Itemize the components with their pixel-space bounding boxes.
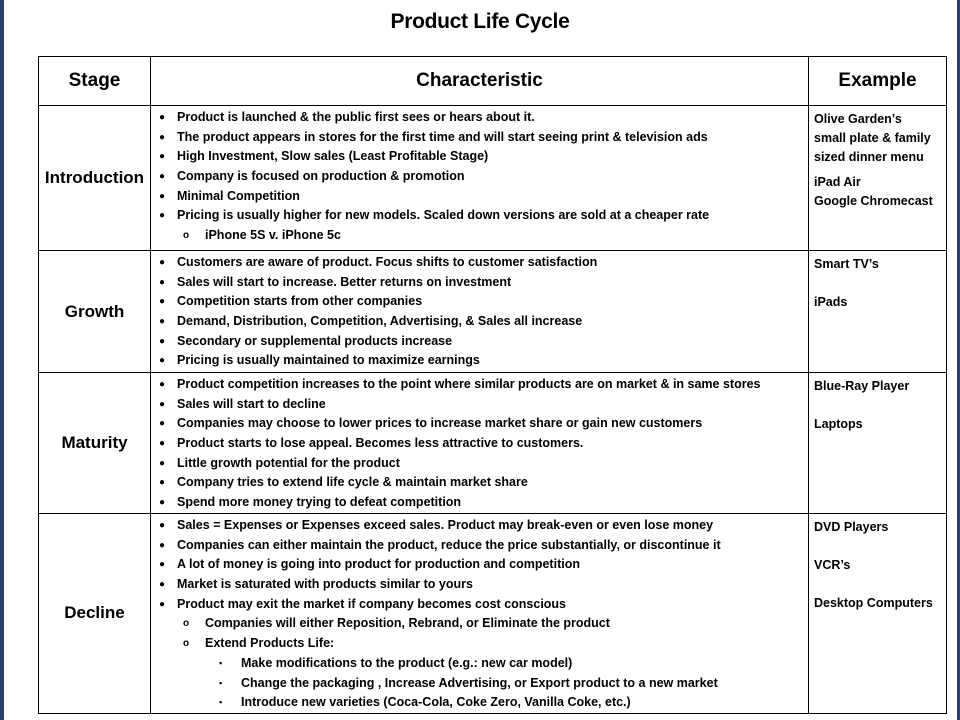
bullet-icon: ● — [159, 355, 166, 367]
row-introduction — [39, 106, 947, 251]
stage-introduction: Introduction — [39, 106, 151, 251]
page-title: Product Life Cycle — [390, 10, 570, 33]
bullet-icon: ● — [159, 276, 166, 288]
example-item: iPad Air — [814, 175, 861, 189]
square-bullet-icon: ▪ — [219, 657, 223, 668]
examples-growth — [809, 251, 947, 373]
list-item: ● Pricing is usually higher for new models. Scaled down versions are sold at a cheaper rate — [155, 206, 804, 226]
bullet-icon: ● — [159, 579, 166, 591]
example-spacer — [814, 396, 941, 415]
bullet-icon: ● — [159, 257, 166, 268]
list-item: ● High Investment, Slow sales (Least Profitable Stage) — [155, 147, 804, 167]
example-spacer — [814, 537, 941, 556]
example-item: Desktop Computers — [814, 596, 933, 610]
list-item: ● Company tries to extend life cycle & maintain market share — [155, 473, 804, 493]
bullet-icon: ● — [159, 131, 166, 143]
list-item: ● Sales will start to decline — [155, 395, 804, 415]
row-growth — [39, 251, 947, 373]
bullet-icon: ● — [159, 497, 166, 509]
list-item: ● Pricing is usually maintained to maximize earnings — [155, 351, 804, 371]
bullet-icon: ● — [159, 598, 166, 610]
characteristics-decline — [151, 514, 809, 714]
bullet-icon: ● — [159, 457, 166, 469]
list-item: ● Secondary or supplemental products increase — [155, 332, 804, 352]
bullet-icon: ● — [159, 520, 166, 531]
example-item: Olive Garden’s — [814, 112, 902, 126]
row-decline — [39, 514, 947, 714]
sub-sub-list-item: ▪ Make modifications to the product (e.g.: new car model) — [155, 654, 804, 674]
example-item: sized dinner menu — [814, 150, 924, 164]
list-item: ● Customers are aware of product. Focus shifts to customer satisfaction — [155, 253, 804, 273]
list-item: ● Product competition increases to the point where similar products are on market & in same stores — [155, 375, 804, 395]
life-cycle-table — [38, 56, 947, 714]
stage-growth: Growth — [39, 251, 151, 373]
bullet-icon: ● — [159, 398, 166, 410]
list-item: ● Minimal Competition — [155, 187, 804, 207]
characteristics-growth — [151, 251, 809, 373]
bullet-icon: ● — [159, 418, 166, 430]
bullet-icon: ● — [159, 112, 166, 123]
bullet-icon: ● — [159, 210, 166, 222]
bullet-icon: ● — [159, 539, 166, 551]
slide-left-border — [0, 0, 4, 720]
bullet-icon: ● — [159, 335, 166, 347]
list-item: ● Product may exit the market if company becomes cost conscious — [155, 595, 804, 615]
list-item: ● Company is focused on production & promotion — [155, 167, 804, 187]
list-item: ● Competition starts from other companies — [155, 292, 804, 312]
sub-sub-list-item: ▪ Introduce new varieties (Coca-Cola, Coke Zero, Vanilla Coke, etc.) — [155, 693, 804, 713]
list-item: ● Companies may choose to lower prices to increase market share or gain new customers — [155, 414, 804, 434]
bullet-icon: ● — [159, 190, 166, 202]
stage-decline: Decline — [39, 514, 151, 714]
list-item: ● Sales = Expenses or Expenses exceed sales. Product may break-even or even lose money — [155, 516, 804, 536]
square-bullet-icon: ▪ — [219, 697, 223, 708]
examples-decline — [809, 514, 947, 714]
list-item: ● Product starts to lose appeal. Becomes less attractive to customers. — [155, 434, 804, 454]
row-maturity — [39, 373, 947, 514]
bullet-icon: ● — [159, 559, 166, 571]
bullet-icon: ● — [159, 171, 166, 183]
sub-list-item: o iPhone 5S v. iPhone 5c — [155, 226, 804, 246]
examples-maturity — [809, 373, 947, 514]
example-item: VCR’s — [814, 558, 851, 572]
example-item: small plate & family — [814, 131, 931, 145]
example-item: DVD Players — [814, 520, 889, 534]
example-item: Laptops — [814, 417, 863, 431]
bullet-icon: ● — [159, 477, 166, 489]
example-item: Smart TV’s — [814, 257, 879, 271]
sub-list-item: o Extend Products Life: — [155, 634, 804, 654]
list-item: ● Little growth potential for the product — [155, 454, 804, 474]
bullet-icon: ● — [159, 151, 166, 163]
bullet-icon: ● — [159, 296, 166, 308]
characteristics-introduction — [151, 106, 809, 251]
example-spacer — [814, 575, 941, 594]
sub-sub-list-item: ▪ Change the packaging , Increase Advertising, or Export product to a new market — [155, 674, 804, 694]
list-item: ● A lot of money is going into product for production and competition — [155, 555, 804, 575]
stage-maturity: Maturity — [39, 373, 151, 514]
header-example: Example — [809, 57, 947, 106]
list-item: ● Sales will start to increase. Better returns on investment — [155, 273, 804, 293]
list-item: ● Market is saturated with products similar to yours — [155, 575, 804, 595]
bullet-icon: ● — [159, 316, 166, 328]
examples-introduction — [809, 106, 947, 251]
circle-bullet-icon: o — [183, 638, 190, 650]
example-item: Google Chromecast — [814, 194, 933, 208]
sub-list-item: o Companies will either Reposition, Rebrand, or Eliminate the product — [155, 614, 804, 634]
header-row — [39, 57, 947, 106]
list-item: ● Demand, Distribution, Competition, Advertising, & Sales all increase — [155, 312, 804, 332]
example-item: iPads — [814, 295, 848, 309]
bullet-icon: ● — [159, 438, 166, 450]
header-characteristic: Characteristic — [151, 57, 809, 106]
example-item: Blue-Ray Player — [814, 379, 910, 393]
circle-bullet-icon: o — [183, 618, 190, 630]
list-item: ● Product is launched & the public first sees or hears about it. — [155, 108, 804, 128]
circle-bullet-icon: o — [183, 230, 190, 242]
list-item: ● Companies can either maintain the product, reduce the price substantially, or discontinue it — [155, 536, 804, 556]
list-item: ● Spend more money trying to defeat competition — [155, 493, 804, 513]
list-item: ● The product appears in stores for the first time and will start seeing print & television ads — [155, 128, 804, 148]
bullet-icon: ● — [159, 379, 166, 390]
header-stage: Stage — [39, 57, 151, 106]
characteristics-maturity — [151, 373, 809, 514]
square-bullet-icon: ▪ — [219, 677, 223, 688]
example-spacer — [814, 274, 941, 293]
